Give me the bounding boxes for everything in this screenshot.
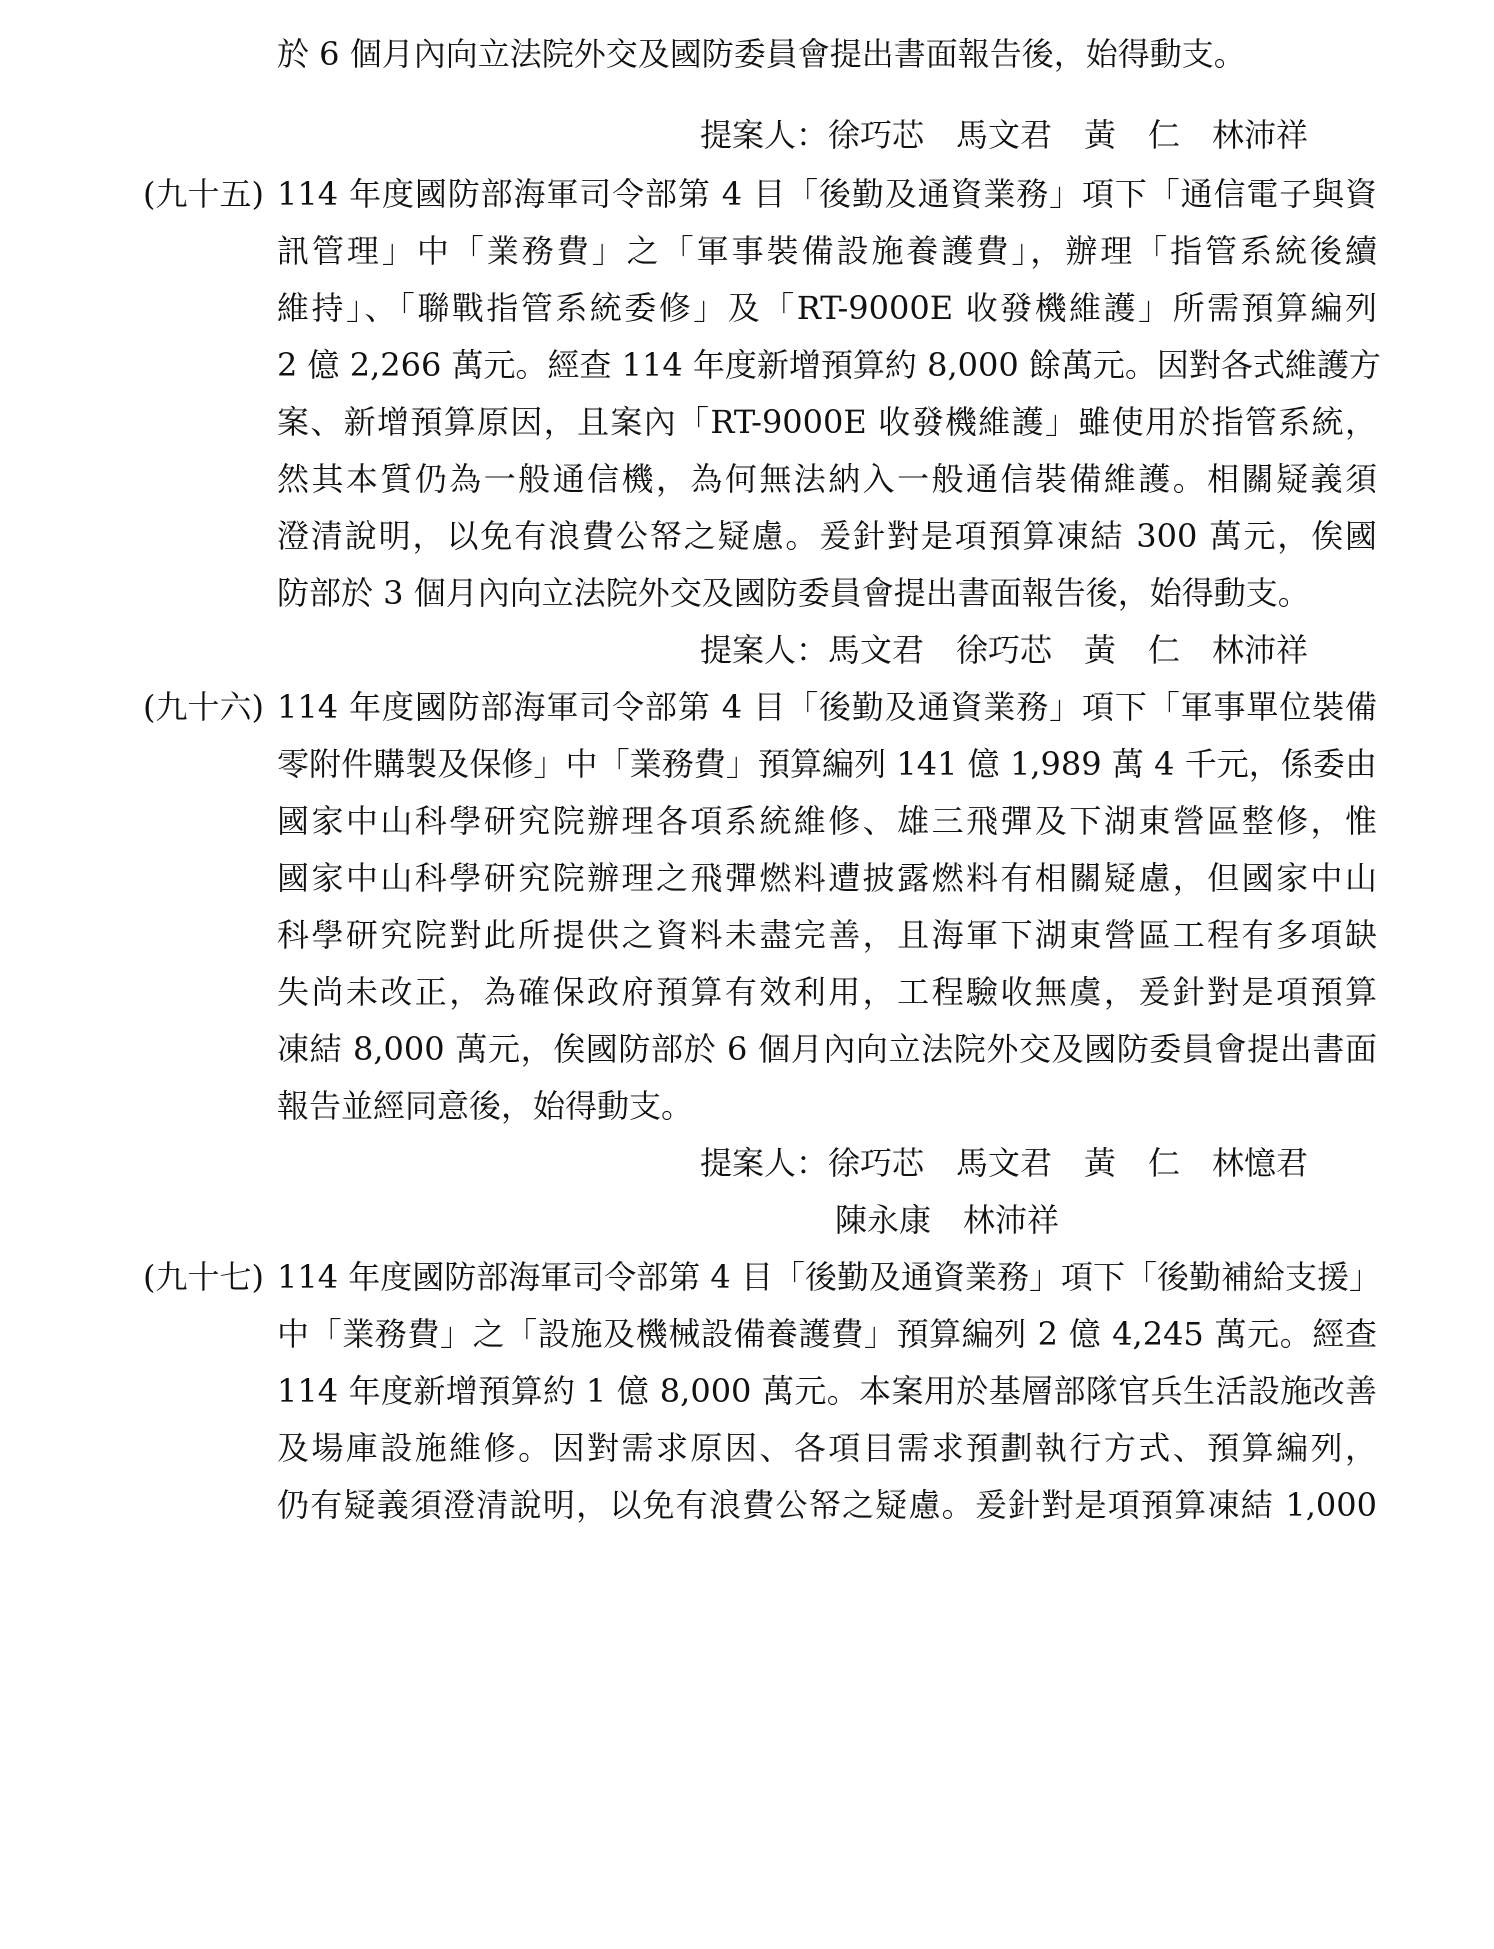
paragraph-line: 零附件購製及保修」中「業務費」預算編列 141 億 1,989 萬 4 千元，係委由 (277, 745, 1377, 783)
item-label: (九十五) (143, 175, 264, 213)
paragraph-line: 於 6 個月內向立法院外交及國防委員會提出書面報告後，始得動支。 (277, 35, 1246, 73)
proposer-signature-continued: 陳永康 林沛祥 (835, 1201, 1060, 1239)
paragraph-line: 澄清說明，以免有浪費公帑之疑慮。爰針對是項預算凍結 300 萬元，俟國 (277, 517, 1377, 555)
proposer-signature: 提案人：徐巧芯 馬文君 黃 仁 林沛祥 (700, 116, 1309, 154)
paragraph-line: 失尚未改正，為確保政府預算有效利用，工程驗收無虞，爰針對是項預算 (277, 973, 1377, 1011)
item-96-first-line (143, 685, 1377, 729)
paragraph-line: 維持」、「聯戰指管系統委修」及「RT-9000E 收發機維護」所需預算編列 (277, 289, 1377, 327)
paragraph-line: 案、新增預算原因，且案內「RT-9000E 收發機維護」雖使用於指管系統， (277, 403, 1377, 441)
paragraph-line: 114 年度國防部海軍司令部第 4 目「後勤及通資業務」項下「軍事單位裝備 (277, 688, 1377, 726)
paragraph-line: 凍結 8,000 萬元，俟國防部於 6 個月內向立法院外交及國防委員會提出書面 (277, 1030, 1377, 1068)
paragraph-line: 2 億 2,266 萬元。經查 114 年度新增預算約 8,000 餘萬元。因對各式維護方 (277, 346, 1381, 384)
paragraph-line: 114 年度國防部海軍司令部第 4 目「後勤及通資業務」項下「後勤補給支援」 (277, 1258, 1381, 1296)
item-97-first-line (143, 1255, 1381, 1299)
paragraph-line: 報告並經同意後，始得動支。 (277, 1087, 694, 1125)
item-label: (九十六) (143, 688, 264, 726)
paragraph-line: 訊管理」中「業務費」之「軍事裝備設施養護費」，辦理「指管系統後續 (277, 232, 1377, 270)
proposer-signature: 提案人：徐巧芯 馬文君 黃 仁 林憶君 (700, 1144, 1309, 1182)
item-95-first-line (143, 172, 1377, 216)
paragraph-line: 114 年度國防部海軍司令部第 4 目「後勤及通資業務」項下「通信電子與資 (277, 175, 1377, 213)
paragraph-line: 科學研究院對此所提供之資料未盡完善，且海軍下湖東營區工程有多項缺 (277, 916, 1377, 954)
paragraph-line: 中「業務費」之「設施及機械設備養護費」預算編列 2 億 4,245 萬元。經查 (277, 1315, 1377, 1353)
paragraph-line: 國家中山科學研究院辦理各項系統維修、雄三飛彈及下湖東營區整修，惟 (277, 802, 1377, 840)
paragraph-line: 114 年度新增預算約 1 億 8,000 萬元。本案用於基層部隊官兵生活設施改善 (277, 1372, 1377, 1410)
paragraph-line: 及場庫設施維修。因對需求原因、各項目需求預劃執行方式、預算編列， (277, 1429, 1377, 1467)
item-label: (九十七) (143, 1258, 264, 1296)
paragraph-line: 然其本質仍為一般通信機，為何無法納入一般通信裝備維護。相關疑義須 (277, 460, 1377, 498)
paragraph-line: 國家中山科學研究院辦理之飛彈燃料遭披露燃料有相關疑慮，但國家中山 (277, 859, 1377, 897)
paragraph-line: 仍有疑義須澄清說明，以免有浪費公帑之疑慮。爰針對是項預算凍結 1,000 (277, 1486, 1377, 1524)
paragraph-line: 防部於 3 個月內向立法院外交及國防委員會提出書面報告後，始得動支。 (277, 574, 1310, 612)
proposer-signature: 提案人：馬文君 徐巧芯 黃 仁 林沛祥 (700, 631, 1309, 669)
